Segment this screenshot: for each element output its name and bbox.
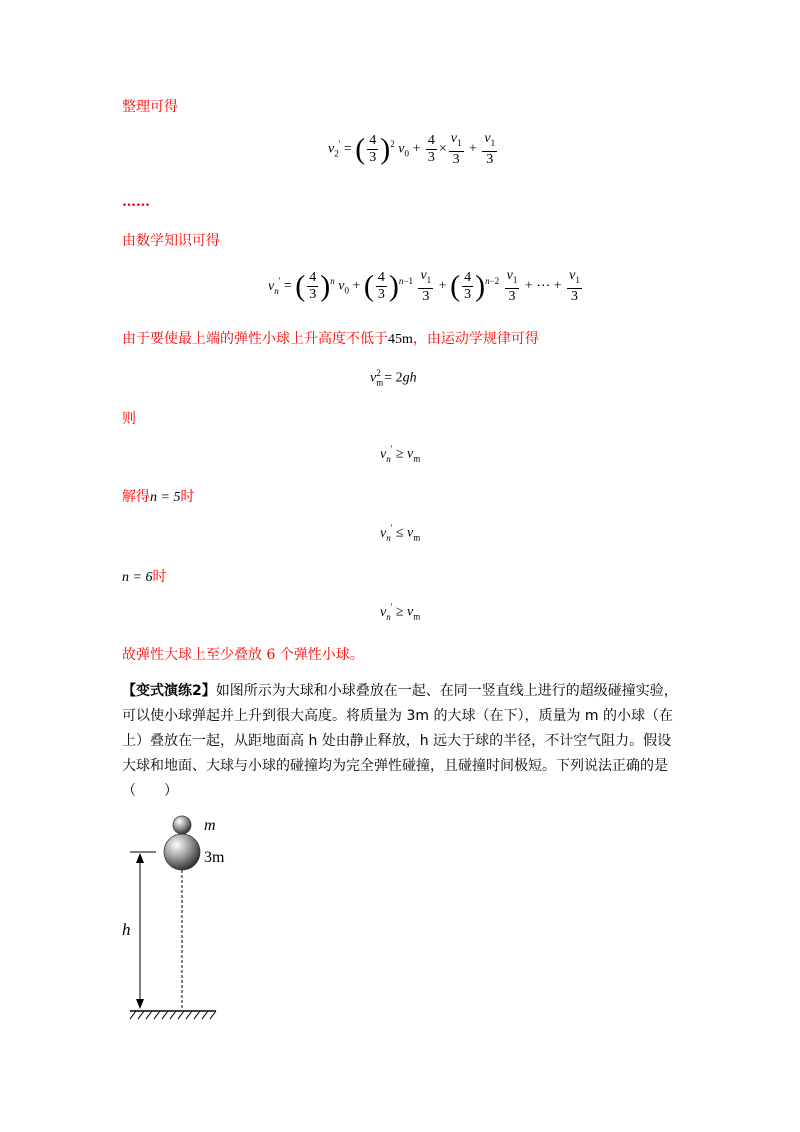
ground-hatch — [130, 1011, 216, 1019]
equation-ge-2: $v_n' \ge v_m$ — [380, 602, 421, 622]
label-height: h — [122, 920, 131, 939]
problem-line-3: 上）叠放在一起，从距地面高 h 处由静止释放，h 远大于球的半径，不计空气阻力。假设 — [122, 733, 672, 749]
youyu-text: 由于要使最上端的弹性小球上升高度不低于 — [122, 331, 388, 347]
n5-value: n = 5 — [150, 490, 181, 505]
youyu-tail: ，由运动学规律可得 — [412, 331, 539, 347]
step-label-youyu — [122, 328, 539, 348]
big-ball — [164, 834, 200, 870]
problem-tag: 【变式演练2】 — [122, 683, 216, 699]
step-label-ze: 则 — [122, 411, 136, 427]
problem-line-1 — [122, 679, 682, 704]
equation-v2: $v_2'$ = ( $\frac{4}{3}$ )$^2$ $v_0$ + $\frac{4}{3}$ × $\frac{v_1}{3}$ + $\frac{v_1}{3}$ — [328, 131, 496, 167]
equation-vn: $v_n'$ = ( $\frac{4}{3}$ )$^n$ $v_0$ + ( $\frac{4}{3}$ )$^{n-1}$ $\frac{v_1}{3}$ + ( $\frac{4}{3}$ )$^{n-2}$ $\frac{v_1}{3}$ + ⋯ + $\frac{v_1}{3}$ — [268, 268, 580, 304]
n6-value: n = 6 — [122, 570, 153, 585]
label-small-mass: m — [204, 817, 216, 834]
collision-figure — [120, 808, 260, 1028]
ellipsis: …… — [122, 194, 150, 210]
problem-line-2: 可以使小球弹起并上升到很大高度。将质量为 3m 的大球（在下），质量为 m 的小球（在 — [122, 708, 673, 724]
label-big-mass: 3m — [204, 849, 225, 866]
equation-le: $v_n' \le v_m$ — [380, 523, 421, 543]
jiede-text: 解得 — [122, 489, 150, 505]
equation-vm: $v_m^2 = 2gh$ — [370, 368, 417, 388]
step-label-n6 — [122, 566, 166, 586]
small-ball — [173, 816, 191, 834]
height-value: 45m — [388, 332, 413, 347]
problem-paragraph — [122, 679, 682, 804]
problem-line-4: 大球和地面、大球与小球的碰撞均为完全弹性碰撞，且碰撞时间极短。下列说法正确的是 — [122, 758, 668, 774]
problem-line-5: （ ） — [122, 783, 178, 799]
arrow-head-up — [136, 853, 144, 863]
arrow-head-down — [136, 999, 144, 1009]
problem-line-1-text: 如图所示为大球和小球叠放在一起、在同一竖直线上进行的超级碰撞实验， — [215, 683, 678, 699]
equation-ge-1: $v_n' \ge v_m$ — [380, 444, 421, 464]
step-label-shuxue: 由数学知识可得 — [122, 233, 220, 249]
step-label-zhengli: 整理可得 — [122, 99, 178, 115]
shi-text-1: 时 — [180, 489, 195, 505]
step-label-jiede — [122, 486, 194, 506]
conclusion: 故弹性大球上至少叠放 6 个弹性小球。 — [122, 647, 364, 663]
shi-text-2: 时 — [152, 569, 167, 585]
